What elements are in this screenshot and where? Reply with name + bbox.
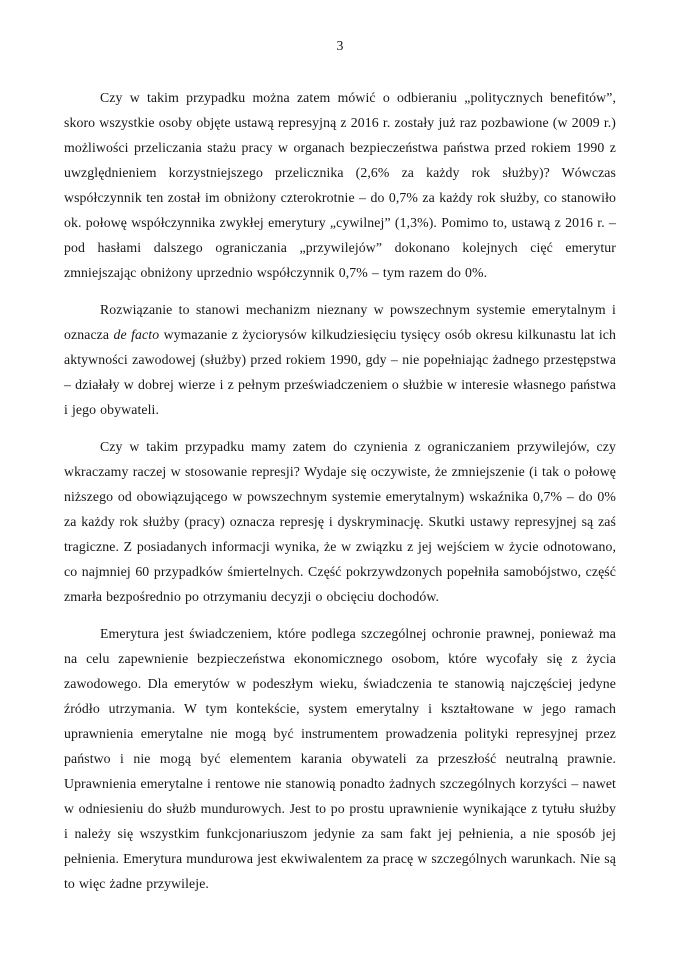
paragraph-2-italic-phrase: de facto (113, 327, 160, 342)
paragraph-pension-protection: Emerytura jest świadczeniem, które podlega szczególnej ochronie prawnej, ponieważ ma na celu zapewnienie bezpieczeństwa ekonomicznego osobom, które wycofały się z życia zawodowego. Dla emerytów w podeszłym wieku, świadczenia te stanowią najczęściej jedyne źródło utrzymania. W tym kontekście, system emerytalny i kształtowane w jego ramach uprawnienia emerytalne nie mogą być instrumentem prowadzenia polityki represyjnej przez państwo i nie mogą być elementem karania obywateli za przeszłość neutralną prawnie. Uprawnienia emerytalne i rentowe nie stanowią ponadto żadnych szczególnych korzyści – nawet w odniesieniu do służb mundurowych. Jest to po prostu uprawnienie wynikające z tytułu służby i należy się wszystkim funkcjonariuszom jedynie za sam fakt jej pełnienia, a nie sposób jej pełnienia. Emerytura mundurowa jest ekwiwalentem za pracę w szczególnych warunkach. Nie są to więc żadne przywileje. (64, 626, 616, 891)
paragraph-2-text-after: wymazanie z życiorysów kilkudziesięciu tysięcy osób okresu kilkunastu lat ich aktywności zawodowej (służby) przed rokiem 1990, gdy – nie popełniając żadnego przestępstwa – działały w dobrej wierze i z pełnym przeświadczeniem o służbie w interesie własnego państwa i jego obywateli. (64, 327, 617, 417)
paragraph-repression-question: Czy w takim przypadku mamy zatem do czynienia z ograniczaniem przywilejów, czy wkraczamy raczej w stosowanie represji? Wydaje się oczywiste, że zmniejszenie (i tak o połowę niższego od obowiązującego w powszechnym systemie emerytalnym) wskaźnika 0,7% – do 0% za każdy rok służby (pracy) oznacza represję i dyskryminację. Skutki ustawy represyjnej są zaś tragiczne. Z posiadanych informacji wynika, że w związku z jej wejściem w życie odnotowano, co najmniej 60 przypadków śmiertelnych. Część pokrzywdzonych popełniła samobójstwo, część zmarła bezpośrednio po otrzymaniu decyzji o obcięciu dochodów. (64, 439, 616, 604)
paragraph-2-text-before: Rozwiązanie to stanowi mechanizm nieznany w powszechnym systemie emerytalnym i oznacza (64, 302, 616, 342)
paragraph-political-benefits: Czy w takim przypadku można zatem mówić o odbieraniu „politycznych benefitów”, skoro wszystkie osoby objęte ustawą represyjną z 2016 r. zostały już raz pozbawione (w 2009 r.) możliwości przeliczania stażu pracy w organach bezpieczeństwa państwa przed rokiem 1990 z uwzględnieniem korzystniejszego przelicznika (2,6% za każdy rok służby)? Wówczas współczynnik ten został im obniżony czterokrotnie – do 0,7% za każdy rok służby, co stanowiło ok. połowę współczynnika zwykłej emerytury „cywilnej” (1,3%). Pomimo to, ustawą z 2016 r. – pod hasłami dalszego ograniczania „przywilejów” dokonano kolejnych cięć emerytur zmniejszając obniżony uprzednio współczynnik 0,7% – tym razem do 0%. (64, 90, 616, 280)
paragraph-mechanism-unknown (64, 297, 616, 422)
page-number: 3 (336, 38, 344, 53)
document-body (64, 85, 616, 896)
